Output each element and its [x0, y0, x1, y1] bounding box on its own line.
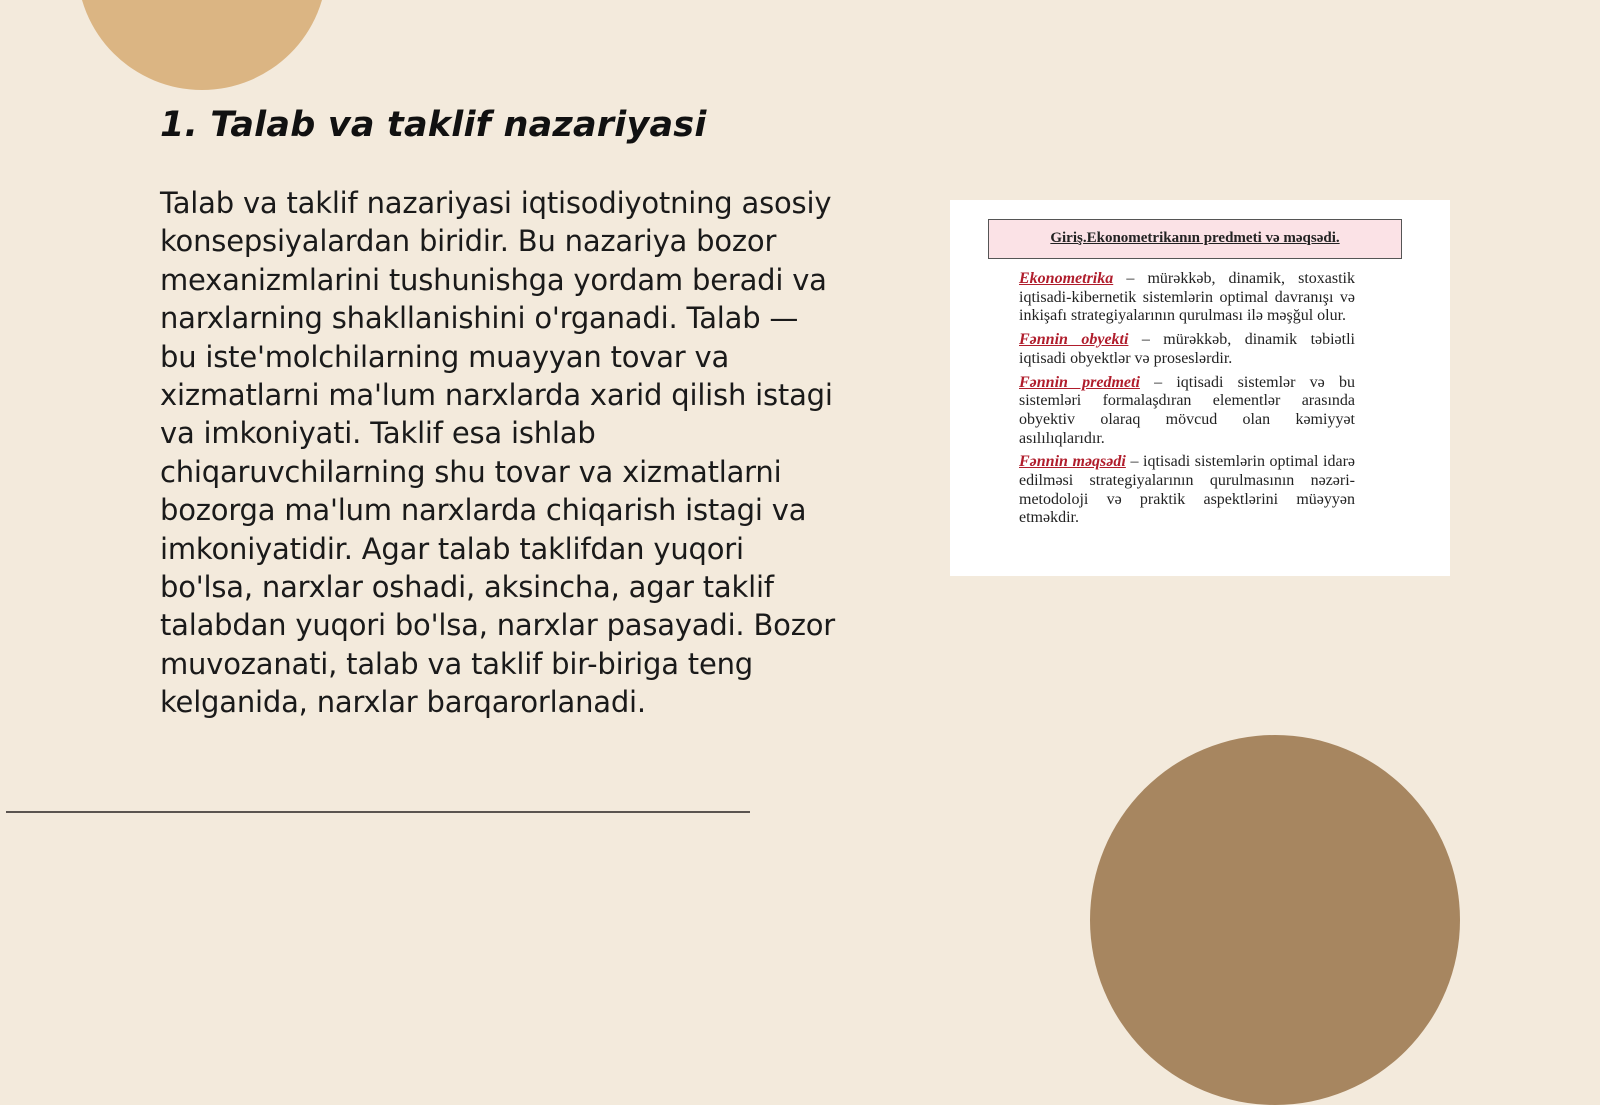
divider-line [6, 811, 750, 813]
document-entry-term: Fənnin obyekti [1019, 331, 1129, 349]
document-entry [1019, 374, 1355, 449]
document-entry-term: Ekonometrika [1019, 270, 1114, 287]
slide-body-text: Talab va taklif nazariyasi iqtisodiyotning asosiy konsepsiyalardan biridir. Bu nazariya bozor mexanizmlarini tushunishga yordam beradi va narxlarning shakllanishini o'rganadi. Talab — bu iste'molchilarning muayyan tovar va xizmatlarni ma'lum narxlarda xarid qilish istagi va imkoniyati. Taklif esa ishlab chiqaruvchilarning shu tovar va xizmatlarni bozorga ma'lum narxlarda chiqarish istagi va imkoniyatidir. Agar talab taklifdan yuqori bo'lsa, narxlar oshadi, aksincha, agar taklif talabdan yuqori bo'lsa, narxlar pasayadi. Bozor muvozanati, talab va taklif bir-biriga teng kelganida, narxlar barqarorlanadi. [160, 186, 835, 720]
document-entry-text: – mürəkkəb, dinamik təbiətli iqtisadi obyektlər və proseslərdir. [1019, 331, 1355, 367]
document-entry-text: – mürəkkəb, dinamik, stoxastik iqtisadi-kibernetik sistemlərin optimal davranışı və inkişafı strategiyalarının qurulması ilə məşğul olur. [1019, 270, 1355, 325]
document-entry-term: Fənnin predmeti [1019, 373, 1140, 391]
document-entries [1019, 270, 1355, 533]
document-entry-text: – iqtisadi sistemlər və bu sistemləri formalaşdıran elementlər arasında obyektiv olaraq mövcud olan kəmiyyət asılılıqlarıdır. [1019, 373, 1355, 447]
decorative-circle-bottom [1090, 735, 1460, 1105]
document-entry [1019, 270, 1355, 326]
document-entry [1019, 453, 1355, 528]
decorative-circle-top [77, 0, 327, 90]
document-entry-text: – iqtisadi sistemlərin optimal idarə edilməsi strategiyalarının qurulmasının nəzəri-metodoloji və praktik aspektlərini müəyyən etməkdir. [1019, 453, 1356, 527]
document-entry [1019, 331, 1355, 368]
slide-title: 1. Talab va taklif nazariyasi [160, 105, 707, 145]
document-header: Giriş.Ekonometrikanın predmeti və məqsədi. [988, 219, 1402, 259]
document-image [950, 200, 1450, 576]
document-entry-term: Fənnin məqsədi [1019, 453, 1126, 471]
